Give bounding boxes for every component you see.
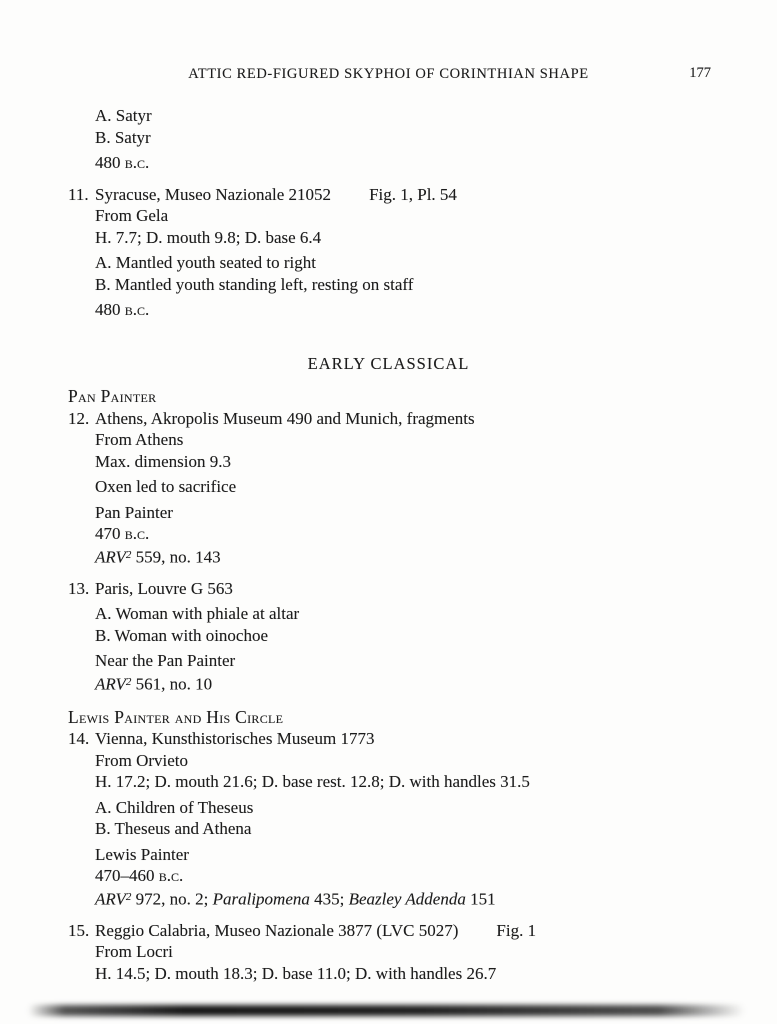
text-segment: 435; <box>309 889 349 908</box>
entry-line <box>95 152 737 174</box>
entry-line <box>95 299 737 321</box>
text-segment: H. 7.7; D. mouth 9.8; D. base 6.4 <box>95 227 322 247</box>
entry-line <box>95 205 737 227</box>
text-segment: ARV <box>95 547 126 566</box>
text-segment: 2 <box>125 548 132 561</box>
entry-paragraph <box>95 844 737 910</box>
text-segment: 2 <box>125 890 132 903</box>
text-segment: B. Satyr <box>95 127 151 147</box>
text-segment: Lewis Painter <box>95 844 189 864</box>
entry-paragraph <box>68 408 737 473</box>
text-segment: Pan Painter <box>95 502 173 522</box>
entry-line <box>95 650 737 672</box>
text-segment: Vienna, Kunsthistorisches Museum 1773 <box>95 729 375 748</box>
text-segment: Syracuse, Museo Nazionale 21052 <box>95 184 332 204</box>
text-segment: 470–460 <box>95 866 159 885</box>
entry-line <box>95 105 737 127</box>
entry-line <box>95 603 737 625</box>
entry-number: 12. <box>68 408 90 428</box>
entry-paragraph <box>95 105 737 148</box>
entry-line <box>95 797 737 819</box>
text-segment: Oxen led to sacrifice <box>95 477 237 496</box>
entry-paragraph <box>68 920 737 985</box>
text-segment: H. 14.5; D. mouth 18.3; D. base 11.0; D. with handles 26.7 <box>95 963 497 983</box>
page-header <box>0 0 777 83</box>
catalog-entry <box>68 728 737 910</box>
entry-line <box>95 865 737 887</box>
entry-paragraph <box>95 797 737 840</box>
entry-paragraph <box>95 650 737 695</box>
entry-paragraph <box>95 299 737 321</box>
text-segment: 470 <box>95 524 125 543</box>
entry-line <box>95 844 737 866</box>
entry-line <box>95 750 737 772</box>
entry-number: 11. <box>68 184 89 204</box>
text-segment: B. Woman with oinochoe <box>95 625 269 645</box>
text-segment: ARV <box>95 889 126 908</box>
text-segment: 2 <box>125 675 132 688</box>
text-segment: Reggio Calabria, Museo Nazionale 3877 (LVC 5027) <box>95 920 459 940</box>
entry-number: 14. <box>68 729 90 748</box>
figure-ref: Fig. 1 <box>496 920 537 940</box>
entry-paragraph <box>95 502 737 568</box>
text-segment: 559, no. 143 <box>131 547 221 566</box>
text-segment: H. 17.2; D. mouth 21.6; D. base rest. 12.8; D. with handles 31.5 <box>95 772 530 791</box>
entry-line <box>95 625 737 647</box>
catalog-entry <box>68 105 737 174</box>
entry-number: 15. <box>68 920 90 940</box>
painter-heading: Pan Painter <box>68 386 157 406</box>
entry-line <box>95 545 737 568</box>
entry-line <box>68 184 737 206</box>
catalog <box>0 105 777 984</box>
entry-line <box>95 818 737 840</box>
entry-line <box>95 523 737 545</box>
entry-line <box>95 771 737 793</box>
text-segment: From Athens <box>95 430 184 449</box>
text-segment: A. Mantled youth seated to right <box>95 253 316 272</box>
entry-paragraph <box>95 252 737 295</box>
painter-heading: Lewis Painter and His Circle <box>68 706 284 727</box>
text-segment: Paris, Louvre G 563 <box>95 578 233 598</box>
text-segment: From Orvieto <box>95 750 189 770</box>
text-segment: b.c. <box>124 153 150 172</box>
figure-ref: Fig. 1, Pl. 54 <box>369 184 457 204</box>
text-segment: A. Children of Theseus <box>95 797 254 817</box>
entry-line <box>95 887 737 910</box>
text-segment: B. Mantled youth standing left, resting on staff <box>95 274 414 294</box>
running-header: ATTIC RED-FIGURED SKYPHOI OF CORINTHIAN SHAPE <box>188 66 589 82</box>
text-segment: 561, no. 10 <box>131 674 213 693</box>
catalog-entry <box>68 578 737 695</box>
text-segment: b.c. <box>158 866 184 885</box>
entry-paragraph <box>68 728 737 793</box>
text-segment: Athens, Akropolis Museum 490 and Munich, fragments <box>95 408 475 428</box>
entry-line <box>95 941 737 963</box>
entry-line <box>95 451 737 473</box>
entry-line <box>95 502 737 524</box>
text-segment: 972, no. 2; <box>131 889 213 908</box>
text-segment: b.c. <box>124 300 150 319</box>
text-segment: 480 <box>95 153 125 172</box>
entry-paragraph <box>95 152 737 174</box>
catalog-entry <box>68 184 737 321</box>
entry-paragraph <box>95 603 737 646</box>
entry-line <box>68 728 737 750</box>
text-segment: From Gela <box>95 206 169 225</box>
entry-line <box>68 920 737 942</box>
catalog-entry <box>68 920 737 985</box>
entry-line <box>95 963 737 985</box>
text-segment: A. Satyr <box>95 106 152 125</box>
entry-paragraph <box>68 578 737 600</box>
entry-line <box>68 578 737 600</box>
entry-line <box>95 672 737 695</box>
entry-line <box>95 429 737 451</box>
text-segment: 480 <box>95 300 125 319</box>
text-segment: ARV <box>95 674 126 693</box>
entry-line <box>95 274 737 296</box>
text-segment: Max. dimension 9.3 <box>95 451 231 471</box>
text-segment: 151 <box>465 889 496 908</box>
catalog-entry <box>68 408 737 568</box>
entry-line <box>95 252 737 274</box>
scan-artifact-shadow <box>28 1005 745 1016</box>
entry-paragraph <box>68 184 737 249</box>
entry-number: 13. <box>68 578 90 598</box>
text-segment: Beazley Addenda <box>348 889 466 908</box>
entry-line <box>95 476 737 498</box>
entry-line <box>95 127 737 149</box>
text-segment: B. Theseus and Athena <box>95 819 252 838</box>
section-heading: EARLY CLASSICAL <box>307 353 470 373</box>
text-segment: A. Woman with phiale at altar <box>95 604 300 623</box>
entry-paragraph <box>95 476 737 498</box>
text-segment: Paralipomena <box>212 889 310 908</box>
text-segment: Near the Pan Painter <box>95 651 236 670</box>
text-segment: b.c. <box>124 524 150 543</box>
text-segment: From Locri <box>95 942 173 961</box>
entry-line <box>68 408 737 430</box>
page-number: 177 <box>689 65 711 81</box>
entry-line <box>95 227 737 249</box>
